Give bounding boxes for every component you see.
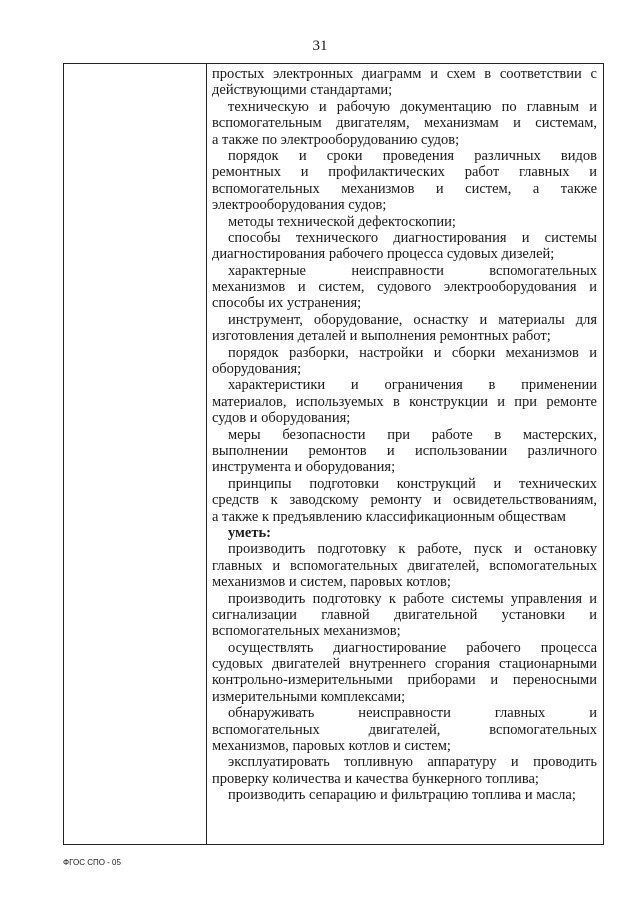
text-line: ремонтных и профилактических работ главных и [212,164,597,181]
table-left-cell [64,64,207,844]
text-line: характеристики и ограничения в применении [228,377,597,394]
text-line: эксплуатировать топливную аппаратуру и проводить [228,754,597,771]
document-footer: ФГОС СПО - 05 [63,858,121,867]
table-right-cell [207,64,603,844]
text-line: изготовления деталей и выполнения ремонтных работ; [212,328,551,345]
content-table [63,63,604,845]
text-line: механизмов и систем, судового электрооборудования и [212,279,597,296]
text-line: оборудования; [212,361,302,378]
text-line: средств к заводскому ремонту и освидетельствованиям, [212,492,597,509]
text-line: вспомогательным двигателям, механизмам и системам, [212,115,597,132]
text-line: инструмента и оборудования; [212,459,396,476]
text-line: меры безопасности при работе в мастерских, [228,426,597,443]
text-line: судовых двигателей внутреннего сгорания стационарными [212,656,597,673]
text-line: сигнализации главной двигательной установки и [212,606,597,623]
text-line: порядок и сроки проведения различных видов [228,147,597,164]
page-number: 31 [312,38,328,54]
text-line: простых электронных диаграмм и схем в соответствии с [212,66,597,82]
text-line: материалов, используемых в конструкции и при ремонте [212,393,597,410]
text-line: а также к предъявлению классификационным обществам [212,508,566,525]
text-line: выполнении ремонтов и использовании различного [212,442,597,459]
text-line: инструмент, оборудование, оснастку и материалы для [228,311,597,328]
text-line: вспомогательных механизмов; [212,623,401,640]
text-line: механизмов и систем, паровых котлов; [212,574,451,591]
text-line: а также по электрооборудованию судов; [212,131,460,148]
text-line: действующими стандартами; [212,82,393,99]
text-line: производить подготовку к работе системы управления и [228,590,597,607]
text-line: измерительными комплексами; [212,688,406,705]
text-line: проверку количества и качества бункерного топлива; [212,770,539,787]
text-line: порядок разборки, настройки и сборки механизмов и [228,344,597,361]
text-line: контрольно-измерительными приборами и переносными [212,672,597,689]
text-line: обнаруживать неисправности главных и [228,705,597,722]
text-line: производить сепарацию и фильтрацию топлива и масла; [228,787,576,804]
text-line: судов и оборудования; [212,410,351,427]
section-heading: уметь: [228,524,271,541]
text-line: вспомогательных двигателей, вспомогательных [212,721,597,738]
text-line: методы технической дефектоскопии; [228,213,456,230]
text-line: принципы подготовки конструкций и технических [228,475,597,492]
text-line: электрооборудования судов; [212,197,387,214]
text-line: диагностирования рабочего процесса судовых дизелей; [212,246,555,263]
text-line: механизмов, паровых котлов и систем; [212,738,451,755]
text-line: способы технического диагностирования и системы [228,229,597,246]
text-line: характерные неисправности вспомогательных [228,262,597,279]
text-line: вспомогательных механизмов и систем, а также [212,180,597,197]
text-line: осуществлять диагностирование рабочего процесса [228,639,597,656]
text-line: техническую и рабочую документацию по главным и [228,98,597,115]
text-line: производить подготовку к работе, пуск и остановку [228,541,597,558]
text-line: способы их устранения; [212,295,362,312]
text-line: главных и вспомогательных двигателей, вспомогательных [212,557,597,574]
